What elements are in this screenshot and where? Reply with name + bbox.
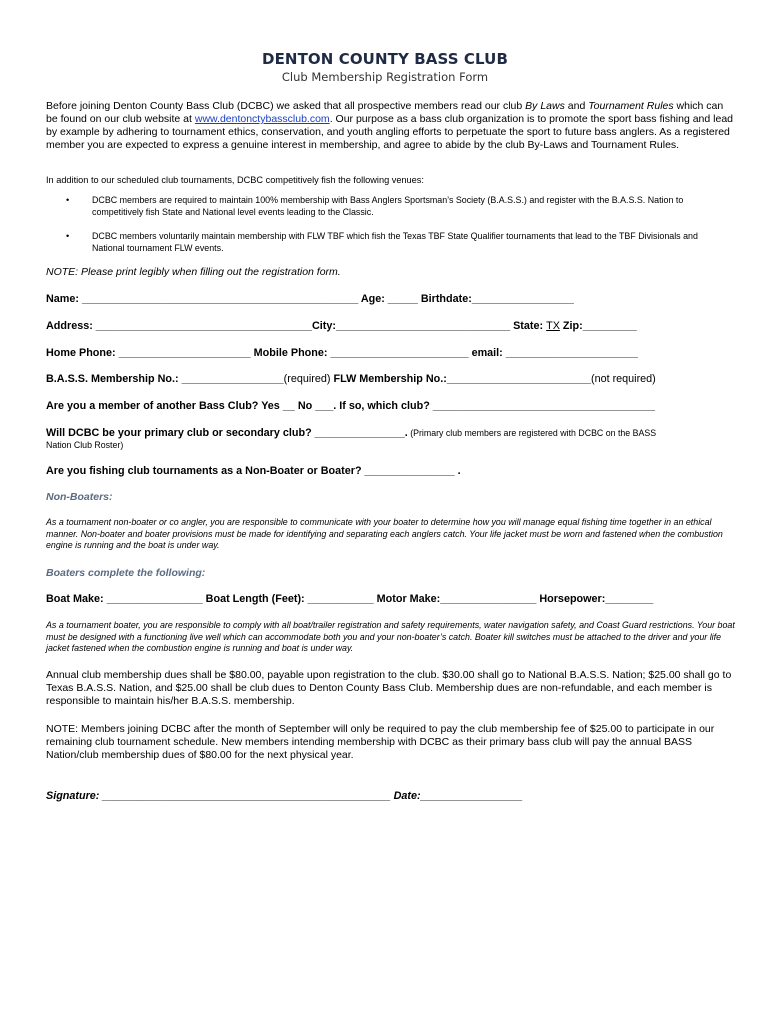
print-legibly-note: NOTE: Please print legibly when filling out the registration form. [46, 266, 341, 278]
primary-club-field[interactable] [46, 427, 736, 439]
intro-paragraph [46, 100, 736, 152]
intro-text-b: which can be found on our club website at [46, 100, 724, 125]
intro-text-c: . Our purpose as a bass club organization is to promote the sport bass fishing and lead by example by adhering to tournament ethics, conservation, and youth angling efforts to perpetuate the sport to future bass anglers. As a registered member you are expected to express a genuine interest in membership, and agree to abide by the club By-Laws and Tournament Rules. [46, 113, 734, 151]
required-text: (required) [283, 373, 331, 385]
bullet-bass-membership: DCBC members are required to maintain 100% membership with Bass Anglers Sportsman’s Society (B.A.S.S.) and register with the B.A.S.S. Nation to competitively fish State and National level events leading to the Classic. [92, 195, 684, 217]
boaters-heading: Boaters complete the following: [46, 567, 206, 579]
nonboaters-text: As a tournament non-boater or co angler, you are responsible to communicate with your boater to determine how you will manage equal fishing time together in an ethical manner. Non-boater and boater provisions must be made for identifying and separating each anglers catch. Your life jacket must be worn and fastened when the combustion engine is running and the boat is under way. [46, 517, 723, 550]
bullet-icon: • [66, 195, 70, 205]
bullet-icon: • [66, 231, 70, 241]
address-label: Address: ____________________________________City:_____________________________ State: [46, 320, 547, 332]
boaters-text: As a tournament boater, you are responsible to comply with all boat/trailer registration and safety requirements, water navigation safety, and Coast Guard restrictions. Your boat must be designed with a functioning live well which can accommodate both you and your non-boater’s catch. Boater kill switches must be attached to the driver and your life jacket fastened when the combustion engine is running and boat is under way. [46, 620, 735, 653]
bass-membership-label: B.A.S.S. Membership No.: _________________ [46, 373, 284, 385]
not-required-text: (not required) [590, 373, 656, 385]
nonboaters-heading: Non-Boaters: [46, 491, 113, 503]
september-note: NOTE: Members joining DCBC after the month of September will only be required to pay the club membership fee of $25.00 to participate in our remaining club tournament schedule. New members intending membership with DCBC as their primary bass club will pay the annual BASS Nation/club membership dues of $80.00 for the next physical year. [46, 723, 715, 761]
primary-club-question: Will DCBC be your primary club or secondary club? _______________. [46, 427, 408, 439]
intro-text-a: Before joining Denton County Bass Club (DCBC) we asked that all prospective members read our club [46, 100, 526, 112]
primary-club-note-cont: Nation Club Roster) [46, 440, 124, 450]
intro-text-and: and [564, 100, 589, 112]
other-club-field[interactable]: Are you a member of another Bass Club? Yes __ No ___. If so, which club? _____________________________________ [46, 400, 655, 412]
zip-label: Zip:_________ [559, 320, 637, 332]
dues-paragraph: Annual club membership dues shall be $80.00, payable upon registration to the club. $30.00 shall go to National B.A.S.S. Nation; $25.00 shall go to Texas B.A.S.S. Nation, and $25.00 shall be club dues to Denton County Bass Club. Membership dues are non-refundable, and each member is responsible to maintain his/her B.A.S.S. membership. [46, 669, 732, 707]
phone-email-field[interactable]: Home Phone: ______________________ Mobile Phone: _______________________ email: ______________________ [46, 347, 638, 359]
address-field[interactable] [46, 320, 736, 332]
boat-details-field[interactable]: Boat Make: ________________ Boat Length (Feet): ___________ Motor Make:________________ Horsepower:________ [46, 593, 654, 605]
name-age-birthdate-field[interactable]: Name: ______________________________________________ Age: _____ Birthdate:_________________ [46, 293, 574, 305]
bullet-flw-membership: DCBC members voluntarily maintain membership with FLW TBF which fish the Texas TBF State Qualifier tournaments that lead to the TBF Divisionals and National tournament FLW events. [92, 231, 698, 253]
flw-membership-label: FLW Membership No.:________________________ [330, 373, 591, 385]
page-title: DENTON COUNTY BASS CLUB [262, 50, 508, 68]
primary-club-note: (Primary club members are registered with DCBC on the BASS [407, 428, 657, 438]
club-website-link[interactable]: www.dentonctybassclub.com [194, 113, 330, 125]
boater-status-field[interactable]: Are you fishing club tournaments as a Non-Boater or Boater? _______________ . [46, 465, 461, 477]
tournament-rules-text: Tournament Rules [588, 100, 674, 112]
page-subtitle: Club Membership Registration Form [281, 70, 489, 84]
bylaws-text: By Laws [525, 100, 565, 112]
signature-date-field[interactable]: Signature: ________________________________________________ Date:_________________ [46, 790, 523, 802]
membership-numbers-field[interactable] [46, 373, 736, 385]
state-value: TX [546, 320, 560, 332]
venues-intro: In addition to our scheduled club tournaments, DCBC competitively fish the following venues: [46, 175, 424, 185]
